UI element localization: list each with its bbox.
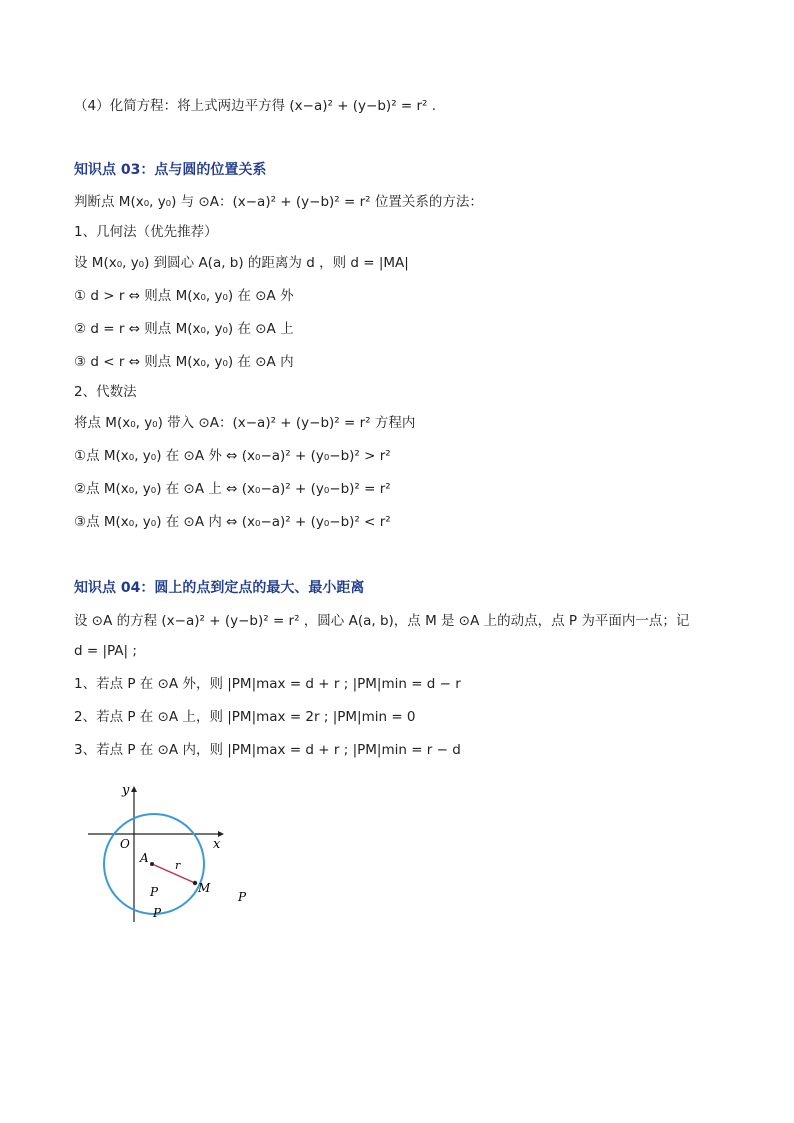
label-a: A	[140, 851, 149, 865]
substitute-point-line: 将点 M(x₀, y₀) 带入 ⊙A：(x−a)² + (y−b)² = r² 方程内	[74, 415, 416, 431]
case-point-outside: 1、若点 P 在 ⊙A 外，则 |PM|max = d + r ; |PM|min = d − r	[74, 676, 461, 692]
distance-definition-line: 设 M(x₀, y₀) 到圆心 A(a, b) 的距离为 d ，则 d = |MA|	[74, 255, 409, 271]
label-origin: O	[120, 837, 130, 851]
y-axis-arrow-icon	[131, 786, 137, 792]
method-intro-line: 判断点 M(x₀, y₀) 与 ⊙A：(x−a)² + (y−b)² = r² 位置关系的方法：	[74, 194, 483, 210]
section-heading-04: 知识点 04：圆上的点到定点的最大、最小距离	[74, 580, 365, 596]
simplify-equation-line: （4）化简方程：将上式两边平方得 (x−a)² + (y−b)² = r² .	[74, 98, 437, 114]
label-r: r	[175, 859, 181, 872]
algebraic-case-outside: ①点 M(x₀, y₀) 在 ⊙A 外 ⇔ (x₀−a)² + (y₀−b)² > r²	[74, 448, 391, 464]
geometric-method-title: 1、几何法（优先推荐）	[74, 224, 218, 240]
geometric-case-on: ② d = r ⇔ 则点 M(x₀, y₀) 在 ⊙A 上	[74, 321, 294, 337]
geometric-case-outside: ① d > r ⇔ 则点 M(x₀, y₀) 在 ⊙A 外	[74, 288, 294, 304]
case-point-inside: 3、若点 P 在 ⊙A 内，则 |PM|max = d + r ; |PM|min = r − d	[74, 742, 461, 758]
case-point-on: 2、若点 P 在 ⊙A 上，则 |PM|max = 2r ; |PM|min = 0	[74, 709, 416, 725]
radius-segment	[152, 864, 195, 883]
label-p-on-circle: P	[153, 906, 162, 920]
circle-setup-line: 设 ⊙A 的方程 (x−a)² + (y−b)² = r² ，圆心 A(a, b)，点 M 是 ⊙A 上的动点，点 P 为平面内一点；记	[74, 613, 690, 629]
center-point-a	[150, 862, 154, 866]
label-y: y	[122, 783, 130, 798]
algebraic-case-inside: ③点 M(x₀, y₀) 在 ⊙A 内 ⇔ (x₀−a)² + (y₀−b)² < r²	[74, 514, 391, 530]
label-p-outside: P	[238, 890, 247, 904]
geometric-case-inside: ③ d < r ⇔ 则点 M(x₀, y₀) 在 ⊙A 内	[74, 354, 294, 370]
point-m	[193, 881, 197, 885]
label-m: M	[198, 881, 211, 895]
circle-diagram	[84, 780, 264, 930]
label-p-inside: P	[150, 885, 159, 899]
section-heading-03: 知识点 03：点与圆的位置关系	[74, 162, 267, 178]
label-x: x	[213, 837, 221, 852]
algebraic-method-title: 2、代数法	[74, 384, 137, 400]
algebraic-case-on: ②点 M(x₀, y₀) 在 ⊙A 上 ⇔ (x₀−a)² + (y₀−b)² = r²	[74, 481, 391, 497]
distance-d-definition: d = |PA| ;	[74, 643, 137, 659]
